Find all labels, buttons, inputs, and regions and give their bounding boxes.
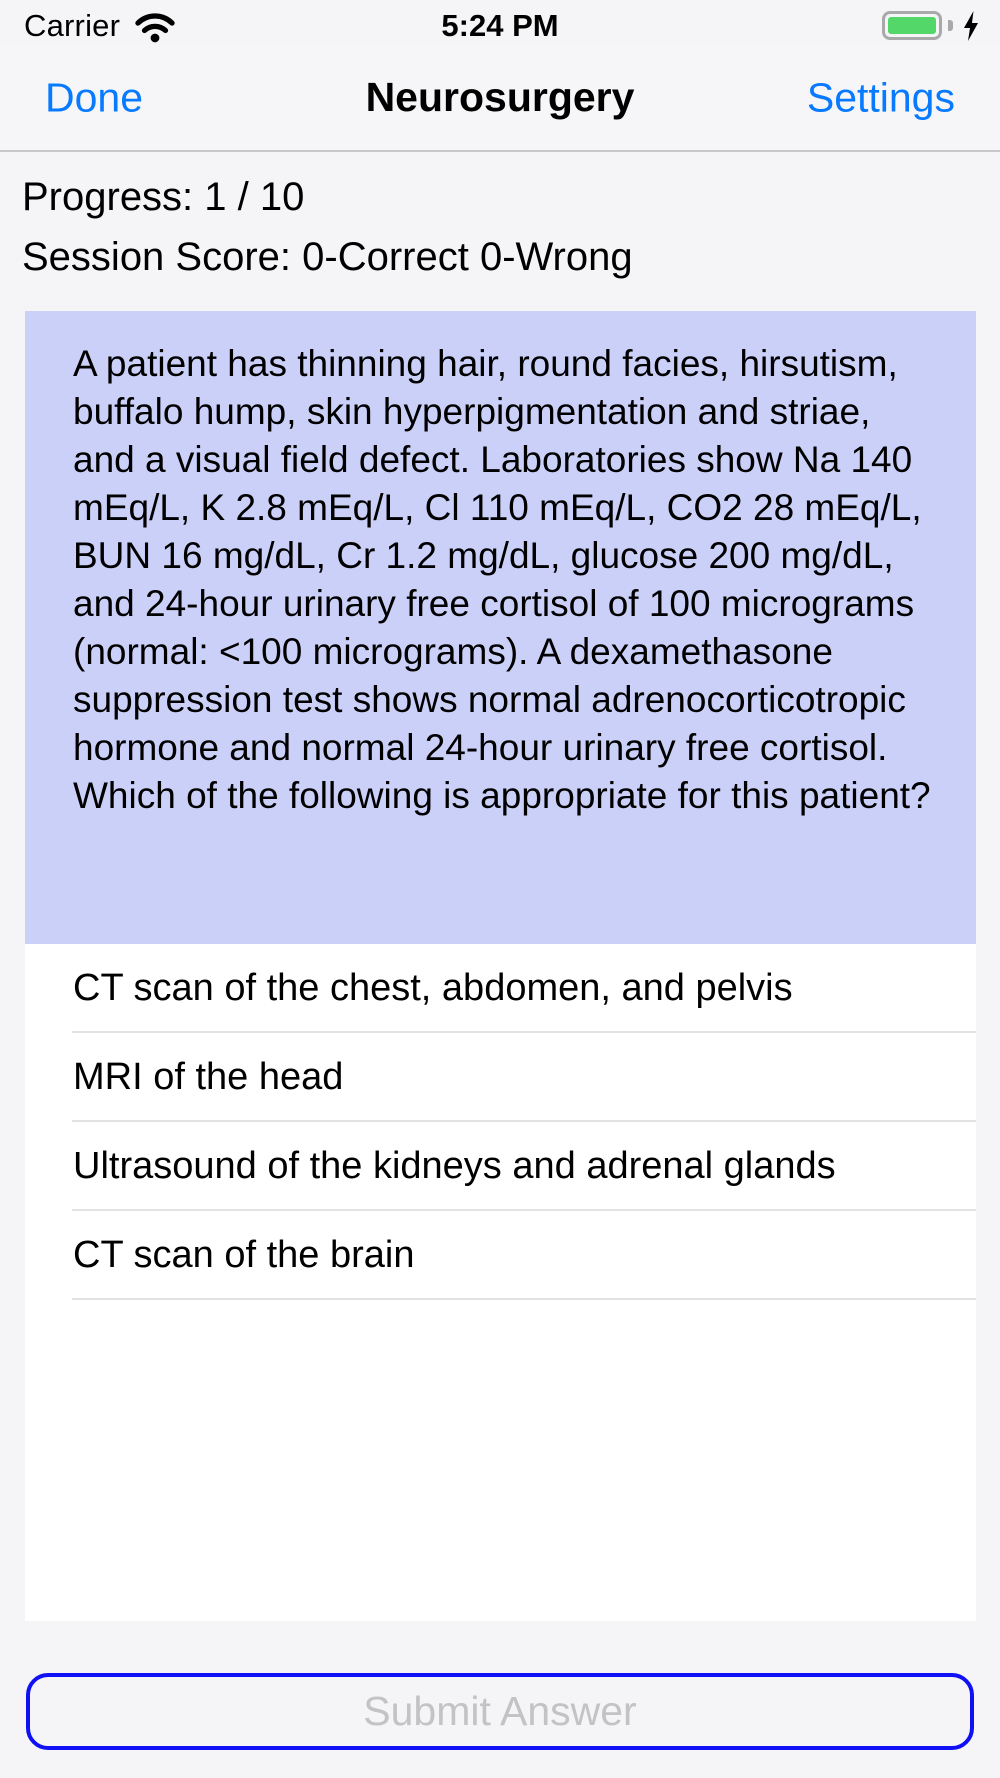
nav-bar xyxy=(0,45,1000,152)
session-stats xyxy=(0,152,1000,280)
progress-label: Progress: 1 / 10 xyxy=(22,175,305,219)
option-label: CT scan of the chest, abdomen, and pelvis xyxy=(73,967,793,1009)
option-label: MRI of the head xyxy=(73,1056,344,1098)
session-score-label: Session Score: 0-Correct 0-Wrong xyxy=(22,235,633,279)
status-bar xyxy=(0,0,1000,45)
option-row-3[interactable] xyxy=(25,1122,976,1211)
options-list xyxy=(25,944,976,1621)
question-card xyxy=(25,311,976,944)
question-text: A patient has thinning hair, round facies, hirsutism, buffalo hump, skin hyperpigmentation and striae, and a visual field defect. Laboratories show Na 140 mEq/L, K 2.8 mEq/L, Cl 110 mEq/L, CO2 28 mEq/L, BUN 16 mg/dL, Cr 1.2 mg/dL, glucose 200 mg/dL, and 24-hour urinary free cortisol of 100 micrograms (normal: <100 micrograms). A dexamethasone suppression test shows normal adrenocorticotropic hormone and normal 24-hour urinary free cortisol. Which of the following is appropriate for this patient? xyxy=(73,343,931,816)
status-time: 5:24 PM xyxy=(441,7,559,43)
settings-button[interactable]: Settings xyxy=(806,74,955,120)
done-button[interactable]: Done xyxy=(45,74,144,120)
options-filler xyxy=(25,1300,976,1621)
option-row-1[interactable] xyxy=(25,944,976,1033)
option-label: Ultrasound of the kidneys and adrenal glands xyxy=(73,1145,836,1187)
page-title: Neurosurgery xyxy=(365,74,635,120)
option-row-4[interactable] xyxy=(25,1211,976,1300)
submit-answer-button[interactable]: Submit Answer xyxy=(26,1673,974,1750)
carrier-label: Carrier xyxy=(24,7,121,43)
option-row-2[interactable] xyxy=(25,1033,976,1122)
option-label: CT scan of the brain xyxy=(73,1234,415,1276)
